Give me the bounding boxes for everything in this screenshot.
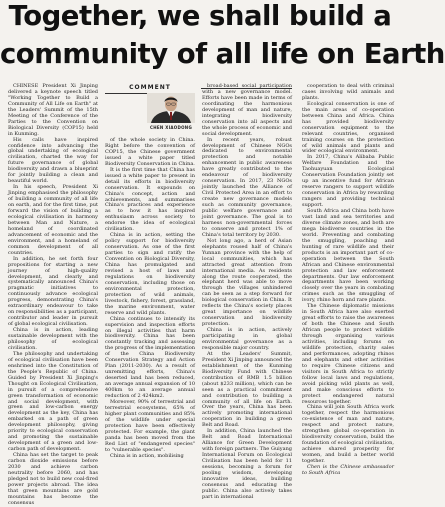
- article-paragraph: It is the first time that China has issued a white paper to present in detail its efforts in biodiversity conservation. It expounds on China's concept, action and achievements, and summarises China's practices and experience as to how it has inspired enthusiasm across society to endorse the idea of ecological civilisation.: [105, 166, 195, 233]
- author-name: CHEN XIAODONG: [149, 125, 193, 130]
- article-paragraph: of the whole society in China. Right before the convention of COP15, the Chinese government issued a white paper titled Biodiversity Conservation in China.: [105, 137, 195, 167]
- article-paragraph: At the Leaders' Summit, President Xi Jinping announced the establishment of the Kunming Biodiversity Fund with Chinese contribution of RMB 1.5 billion (about $233 million), which can be seen as a practical commitment and contribution to building a community of all life on Earth. Over the years, China has been actively promoting international cooperation in building a green Belt and Road.: [202, 350, 292, 429]
- article-paragraph: China is in action, mobilising: [110, 452, 184, 459]
- article-paragraph: Ecological conservation is one of the main areas of co-operation between China and Africa. China has provided biodiversity conservation equipment to the relevant countries, organised training courses on the protection of wild animals and plants and wider ecological environment.: [302, 100, 394, 155]
- article-paragraph: China will join South Africa work together, respect the harmonious co-existence of man and nature, respect and protect nature, strengthen global co-operation in biodiversity conservation, build the foundation of ecological civilisation, achieve shared prosperity for women, and build a better world together.: [302, 404, 394, 465]
- article-paragraph: CHINESE President Xi Jinping delivered a keynote speech titled "Working Together to Build a Community of All Life on Earth" at the Leaders' Summit of the 15th Meeting of the Conference of the Parties to the Convention on Biological Diversity (COP15) held in Kunming.: [8, 83, 98, 137]
- article-column-3: [202, 83, 292, 500]
- headline-line-2: community of all life on Earth: [0, 38, 445, 70]
- article-paragraph: In recent years, robust development of Chinese NGOs dedicated to environmental protection and notable enhancement in public awareness have greatly contributed to the endeavour of biodiversity conservation. In 2017, 23 NGOs jointly launched the Alliance of Civil Protected Area in an effort to create new governance models such as community governance, public welfare governance and joint governance. The goal is to harness non-governmental forces to conserve and protect 1% of China's total territory by 2030.: [202, 136, 292, 238]
- article-column-4: [302, 83, 394, 476]
- article-paragraph: In addition, China launched the Belt and Road International Alliance for Green Development with foreign partners. The Guiyang International Forum on Ecological Civilisation has been held for 11 sessions, becoming a forum for pooling wisdom, developing innovative ideas, building consensus and educating the public. China also actively takes part in international: [202, 428, 292, 500]
- article-paragraph: In 2017, China's Alibaba Public Welfare Foundation and the Taohuayuan Ecological Conservation Foundation jointly set up an incentive fund for African reserve rangers to support wildlife conservation in Africa by rewarding rangers and providing technical support.: [302, 154, 394, 209]
- author-portrait-icon: [147, 93, 195, 123]
- article-paragraph: In addition, he set forth four propositions for starting a new journey of high-quality development, and clearly and systematically announced China's pragmatic initiatives to continuously advance ecological progress, demonstrating China's extraordinary endeavour to take on responsibilities as a participant, contributor and leader in pursuit of global ecological civilisation.: [8, 255, 98, 328]
- comment-label: COMMENT: [105, 84, 195, 94]
- article-paragraph: The philosophy and undertaking of ecological civilisation have been enshrined into the Constitution of the People's Republic of China. Guided by President Xi Jinping's Thought on Ecological Civilisation, in pursuit of a comprehensive green transformation of economic and social development, with green and low-carbon energy development as the key, China has embarked on a path of green development philosophy, giving priority to ecological conservation and promoting the sustainable development of a green and low-carbon path of development.: [8, 350, 98, 453]
- article-paragraph: cooperation to deal with criminal cases involving wild animals and plants.: [302, 83, 394, 101]
- article-paragraph: China is in action, leading sustainable development with the philosophy of ecological civilisation.: [8, 327, 98, 351]
- article-paragraph: China has set the target to peak carbon dioxide emissions before 2030 and achieve carbon neutrality before 2060, and has pledged not to build new coal-fired power projects abroad. The idea that green mountains are gold mountains has become the consensus: [8, 452, 98, 506]
- article-column-1: [8, 83, 98, 506]
- article-paragraph: In his speech, President Xi Jinping emphasised the philosophy of building a community of all life on earth, and for the first time, put forward the vision of building a ecological civilisation in harmony between Man and Nature, a homeland of coordinated advancement of economic and the environment, and a homeland of common development of all countries.: [8, 184, 98, 256]
- article-paragraph: South Africa and China both have vast land and sea territories and diverse climate zones, and both are mega biodiverse countries in the world. Preventing and combating the smuggling, poaching and hunting of rare wildlife and their products is an important part of co-operation between the South African and Chinese environmental protection and law enforcement departments. Our law enforcement departments have been working closely over the years in combating crimes such as the smuggling of ivory, rhino horn and rare plants.: [302, 208, 394, 304]
- article-paragraph: broad-based social participation with a new governance model. Efforts have been made in terms of coordinating the harmonious development of man and nature, integrating biodiversity conservation into all aspects and the whole process of economic and social development.: [202, 83, 292, 137]
- article-paragraph: Chen is the Chinese ambassador to South Africa: [302, 464, 394, 476]
- headline-line-1: Together, we shall build a: [8, 0, 392, 32]
- article-paragraph: China is in action, actively participating in global environmental governance as a responsible major country.: [202, 327, 292, 351]
- article-column-2: [105, 137, 195, 459]
- article-paragraph: Not long ago, a herd of Asian elephants roused half of China's Yunnan province with the help of local communities, which has attracted great attention from international media. As residents along the route cooperated, the elephant herd was able to move through the villages unhindered can be seen as a step forward for biological conservation in China. It reflects the China's society places great importance on wildlife conservation and biodiversity protection.: [202, 237, 292, 328]
- article-paragraph: The Chinese diplomatic missions in South Africa have also exerted great efforts to raise the awareness of both the Chinese and South African people to protect wildlife through organising various activities, including forums on wildlife protection, charity sales and performances, adopting rhinos and elephants and other activities to require Chinese citizens and visitors in South Africa to strictly follow local laws and regulations, avoid picking wild plants as well, and make conscious efforts to protect endangered natural resources together.: [302, 303, 394, 405]
- article-paragraph: His calls have inspired confidence into advancing the global undertaking of ecological civilisation, charted the way for future governance of global biodiversity and drawn a blueprint for jointly building a clean and beautiful world.: [8, 136, 98, 185]
- article-paragraph: China is in action, setting the policy support for biodiversity conservation. As one of the first parties to sign and ratify the Convention on Biological Diversity, China has promulgated and revised a host of laws and regulations on biodiversity conservation, including those on environmental protection, protection of wild animals, livestock, fishery, forest, grassland, the marine environment, water reserve and wild plants.: [105, 232, 195, 316]
- article-paragraph: Moreover, 90% of terrestrial and terrestrial ecosystems, 65% of higher plant communities and 85% of the wildlife under special protection have been effectively protected. For example, the giant panda has been moved from the Red List of "endangered species" to "vulnerable species".: [105, 398, 195, 453]
- article-paragraph: China continues to intensify its supervision and inspection efforts on illegal activities that harm biodiversity. China has been constantly tracking and assessing the progress of the implementation of the China Biodiversity Conservation Strategy and Action Plan (2011-2030). As a result of unremitting efforts, China's deserted land has been reduced, an average annual expansion of 10 400km to an average annual reduction of 2 424km2.: [105, 315, 195, 399]
- author-photo: [147, 93, 195, 123]
